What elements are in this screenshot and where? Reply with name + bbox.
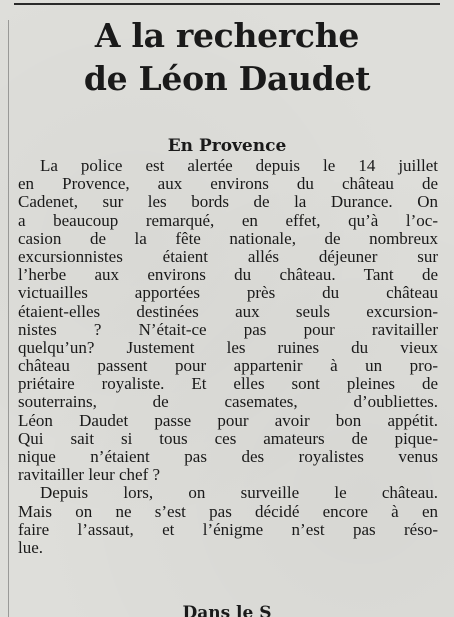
headline-line-2: de Léon Daudet	[83, 59, 371, 98]
body-line: Qui sait si tous ces amateurs de pique-	[18, 429, 438, 448]
body-line: victuailles apportées près du château	[18, 284, 438, 303]
headline-line-1: A la recherche	[94, 16, 360, 55]
body-line: château passent pour appartenir à un pro-	[18, 357, 438, 376]
article-body	[18, 157, 438, 557]
column-rule	[8, 20, 9, 617]
body-line: souterrains, de casemates, d’oubliettes.	[18, 393, 438, 412]
body-line: lue.	[18, 538, 44, 557]
body-line: La police est alertée depuis le 14 juillet	[40, 157, 438, 175]
body-line: priétaire royaliste. Et elles sont pleines de	[18, 375, 438, 394]
next-section-heading: Dans le S	[182, 603, 272, 617]
body-line: a beaucoup remarqué, en effet, qu’à l’oc-	[18, 211, 438, 230]
body-line: Depuis lors, on surveille le château.	[40, 484, 438, 503]
body-line: faire l’assaut, et l’énigme n’est pas réso-	[18, 520, 438, 539]
body-line: Léon Daudet passe pour avoir bon appétit.	[18, 411, 438, 430]
body-line: nique n’étaient pas des royalistes venus	[18, 448, 438, 466]
body-line: en Provence, aux environs du château de	[18, 175, 438, 194]
body-line: excursionnistes étaient allés déjeuner sur	[18, 247, 438, 266]
section-heading: En Provence	[167, 136, 287, 156]
body-line: Cadenet, sur les bords de la Durance. On	[18, 193, 438, 212]
body-line: casion de la fête nationale, de nombreux	[18, 229, 438, 248]
body-line: l’herbe aux environs du château. Tant de	[18, 266, 438, 285]
top-rule	[14, 3, 440, 5]
body-line: quelqu’un? Justement les ruines du vieux	[18, 338, 438, 357]
body-line: ravitailler leur chef ?	[18, 466, 161, 485]
headline	[0, 14, 454, 100]
body-line: nistes ? N’était-ce pas pour ravitailler	[18, 320, 438, 339]
body-line: étaient-elles destinées aux seuls excursion-	[18, 302, 438, 321]
body-line: Mais on ne s’est pas décidé encore à en	[18, 502, 438, 521]
